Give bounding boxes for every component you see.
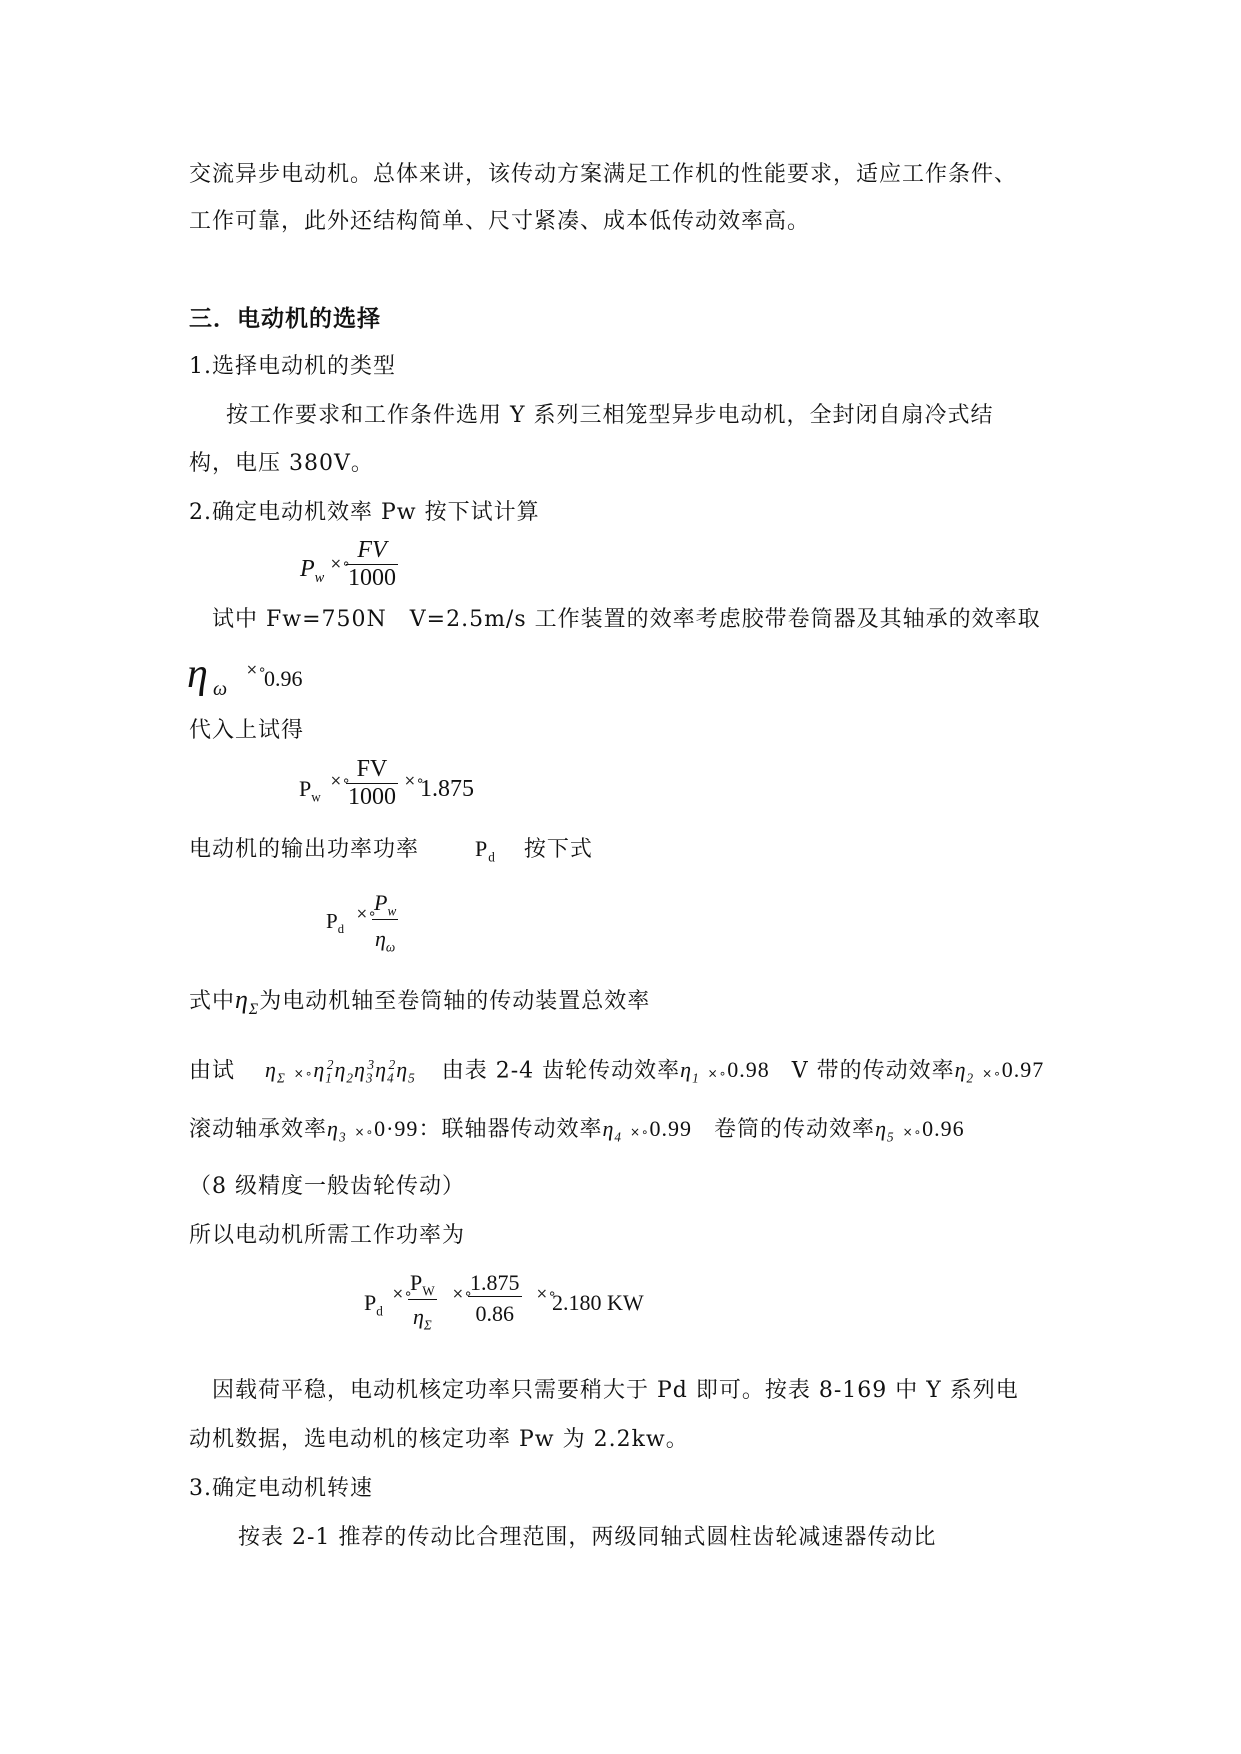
section-heading: 三．电动机的选择 xyxy=(189,305,381,332)
efficiency-line: 滚动轴承效率$\eta_3$ ×∘0·99：联轴器传动效率$\eta_4$ ×∘0.99 卷筒的传动效率$\eta_5$ ×∘0.96 xyxy=(189,1116,965,1145)
paragraph-line: 式中$\eta_\Sigma$为电动机轴至卷筒轴的传动装置总效率 xyxy=(189,985,651,1019)
paragraph-line: 所以电动机所需工作功率为 xyxy=(189,1223,466,1248)
paragraph-line: 交流异步电动机。总体来讲，该传动方案满足工作机的性能要求，适应工作条件、 xyxy=(189,162,1018,187)
paragraph-line: 按表 2-1 推荐的传动比合理范围，两级同轴式圆柱齿轮减速器传动比 xyxy=(238,1525,937,1550)
eq-lhs: $P_w$ xyxy=(299,776,321,805)
paragraph-line: 试中 Fw=750N V=2.5m/s 工作装置的效率考虑胶带卷筒器及其轴承的效率取 xyxy=(212,607,1041,632)
operator-glyph: ×∘ xyxy=(330,556,351,572)
fraction: $\frac{FV}{1000}$ xyxy=(348,537,396,591)
eta-product: $\eta_1^2\eta_2\eta_3^3\eta_4^2\eta_5$ xyxy=(313,1057,416,1086)
operator-glyph: ×∘ xyxy=(404,773,425,789)
eta1-value: 0.98 xyxy=(727,1057,770,1083)
eta4-value: 0.99 xyxy=(649,1116,693,1141)
eta-symbol: η xyxy=(187,651,208,697)
fraction: $\frac{1.875}{0.86}$ xyxy=(470,1270,520,1326)
subsection-title: 2.确定电动机效率 Pw 按下试计算 xyxy=(189,500,540,525)
eq-lhs: $P_d$ xyxy=(364,1290,383,1319)
operator-glyph: ×∘ xyxy=(293,1066,314,1081)
eta-sigma-symbol: $\eta_\Sigma$ xyxy=(235,985,260,1019)
paragraph-line: （8 级精度一般齿轮传动） xyxy=(189,1174,465,1199)
fraction: $\frac{FV}{1000}$ xyxy=(348,756,396,810)
value: 1.875 xyxy=(420,776,474,802)
subsection-title: 1.选择电动机的类型 xyxy=(189,354,396,379)
paragraph-line: 电动机的输出功率功率 $P_d$ 按下式 xyxy=(189,836,593,865)
subsection-title: 3.确定电动机转速 xyxy=(189,1476,373,1501)
paragraph-line: 代入上试得 xyxy=(189,718,305,743)
eta-total-expression: $\eta_\Sigma$ xyxy=(265,1057,286,1086)
operator-glyph: ×∘ xyxy=(246,662,267,678)
fraction: $\frac{P_w}{\eta_\omega}$ xyxy=(374,890,397,955)
eq-lhs: $P_d$ xyxy=(326,909,344,937)
result-value: 2.180 KW xyxy=(552,1290,644,1315)
paragraph-line: 构，电压 380V。 xyxy=(189,451,374,476)
value: 0.96 xyxy=(264,666,303,691)
eq-lhs: $P_w$ xyxy=(300,556,325,586)
paragraph-line: 动机数据，选电动机的核定功率 Pw 为 2.2kw。 xyxy=(189,1427,689,1452)
eta5-value: 0.96 xyxy=(922,1116,965,1141)
eta-subscript: ω xyxy=(213,678,228,700)
paragraph-line: 因载荷平稳，电动机核定功率只需要稍大于 Pd 即可。按表 8-169 中 Y 系列电 xyxy=(212,1378,1019,1403)
paragraph-line: 按工作要求和工作条件选用 Y 系列三相笼型异步电动机，全封闭自扇冷式结 xyxy=(226,403,994,428)
eta3-value: 0·99 xyxy=(374,1116,419,1141)
operator-glyph: ×∘ xyxy=(356,906,377,922)
operator-glyph: ×∘ xyxy=(330,773,351,789)
fraction: $\frac{P_W}{\eta_\Sigma}$ xyxy=(410,1270,435,1333)
efficiency-line: 由试 $\eta_\Sigma$ $\times\circ\eta_1^2\eta_2\eta_3^3\eta_4^2\eta_5$ 由表 2-4 齿轮传动效率$\eta_1$ ×∘0.98 V 带的传动效率$\eta_2$ ×∘0.97 xyxy=(189,1057,1045,1086)
eta2-value: 0.97 xyxy=(1001,1057,1045,1083)
pd-symbol: $P_d$ xyxy=(475,836,496,865)
paragraph-line: 工作可靠，此外还结构简单、尺寸紧凑、成本低传动效率高。 xyxy=(189,209,811,234)
